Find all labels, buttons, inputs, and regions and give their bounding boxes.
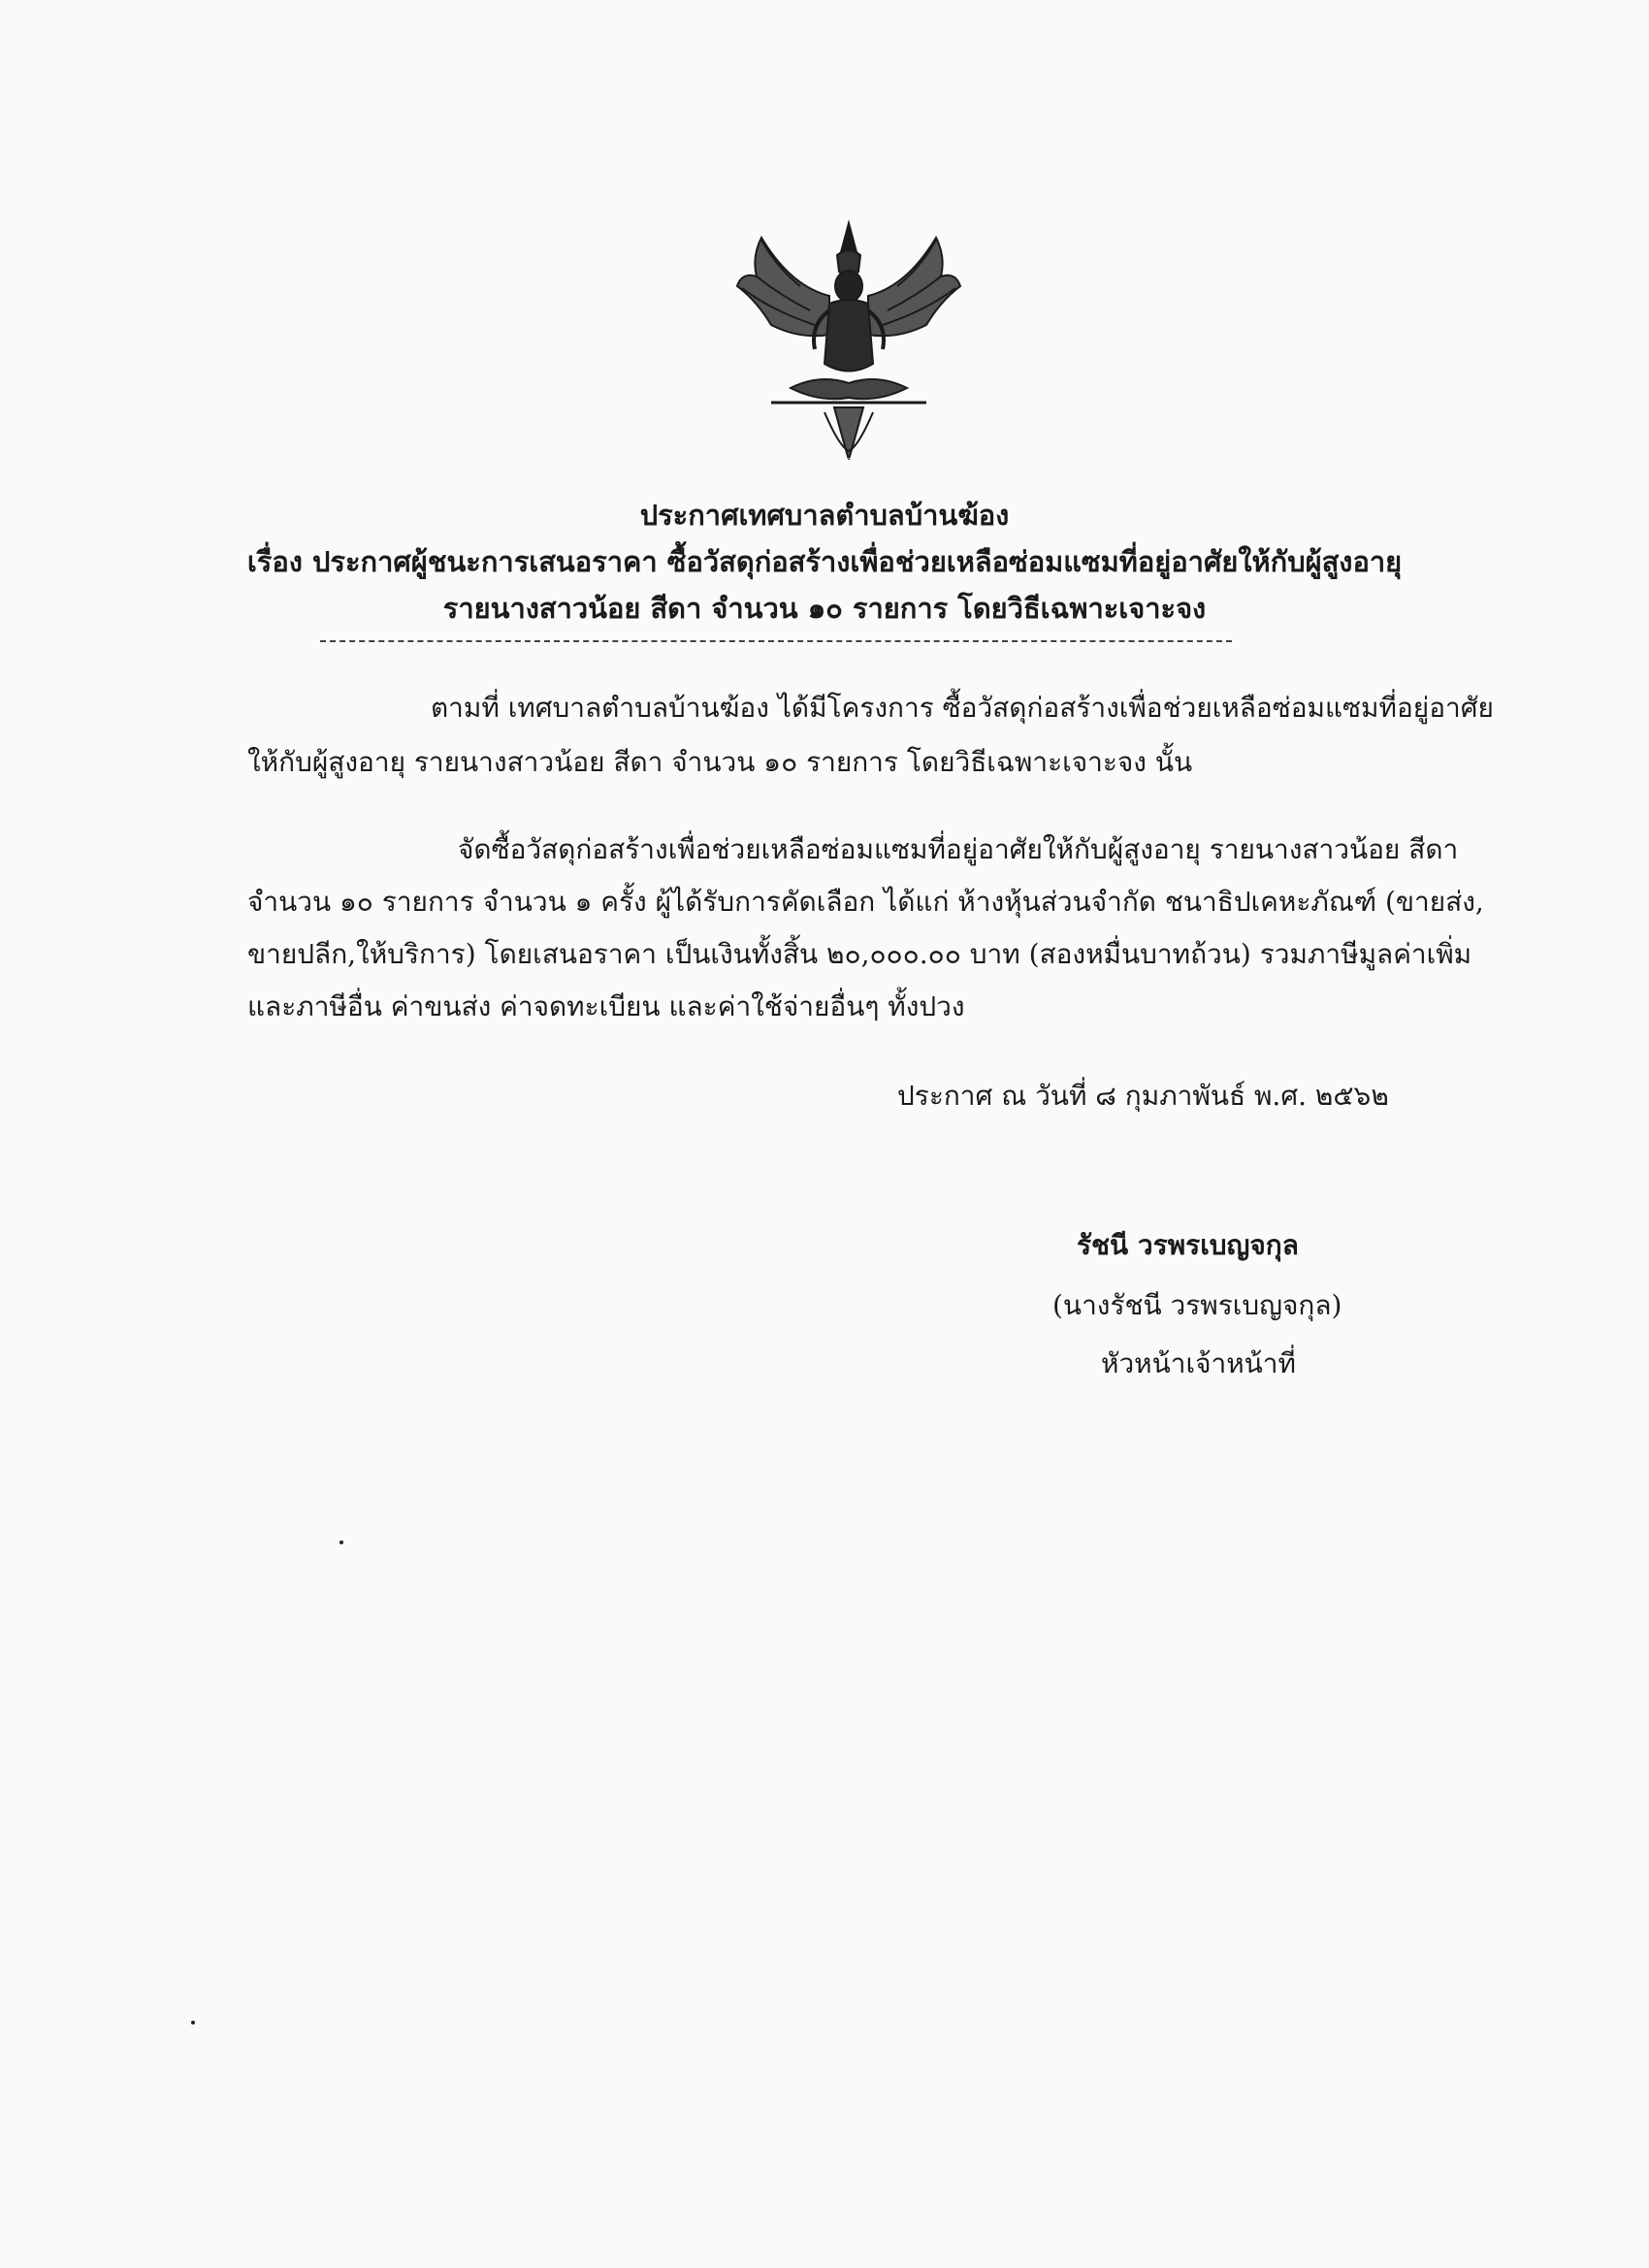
paragraph-1-line-2: ให้กับผู้สูงอายุ รายนางสาวน้อย สีดา จำนวน ๑๐ รายการ โดยวิธีเฉพาะเจาะจง นั้น <box>247 746 1193 778</box>
signatory-full-name: (นางรัชนี วรพรเบญจกุล) <box>1052 1289 1342 1321</box>
garuda-emblem-icon <box>732 218 965 461</box>
paragraph-2-line-3: ขายปลีก,ให้บริการ) โดยเสนอราคา เป็นเงินทั้งสิ้น ๒๐,๐๐๐.๐๐ บาท (สองหมื่นบาทถ้วน) รวมภาษีมูลค่าเพิ่ม <box>247 938 1472 970</box>
paragraph-1-line-1: ตามที่ เทศบาลตำบลบ้านฆ้อง ได้มีโครงการ ซื้อวัสดุก่อสร้างเพื่อช่วยเหลือซ่อมแซมที่อยู่อาศัย <box>431 692 1494 724</box>
signature-name: รัชนี วรพรเบญจกุล <box>1077 1229 1299 1261</box>
announcement-date: ประกาศ ณ วันที่ ๘ กุมภาพันธ์ พ.ศ. ๒๕๖๒ <box>897 1080 1389 1112</box>
paragraph-2-line-4: และภาษีอื่น ค่าขนส่ง ค่าจดทะเบียน และค่าใช้จ่ายอื่นๆ ทั้งปวง <box>247 990 965 1022</box>
signatory-position: หัวหน้าเจ้าหน้าที่ <box>1101 1347 1296 1379</box>
scan-speck <box>191 2021 195 2025</box>
paragraph-2-line-2: จำนวน ๑๐ รายการ จำนวน ๑ ครั้ง ผู้ได้รับการคัดเลือก ได้แก่ ห้างหุ้นส่วนจำกัด ชนาธิปเคหะภัณฑ์ (ขายส่ง, <box>247 886 1484 918</box>
announcement-subject-continued: รายนางสาวน้อย สีดา จำนวน ๑๐ รายการ โดยวิธีเฉพาะเจาะจง <box>442 592 1207 625</box>
paragraph-2-line-1: จัดซื้อวัสดุก่อสร้างเพื่อช่วยเหลือซ่อมแซมที่อยู่อาศัยให้กับผู้สูงอายุ รายนางสาวน้อย สีดา <box>458 833 1459 865</box>
announcement-subject: เรื่อง ประกาศผู้ชนะการเสนอราคา ซื้อวัสดุก่อสร้างเพื่อช่วยเหลือซ่อมแซมที่อยู่อาศัยให้กับผู้สูงอายุ <box>246 545 1403 578</box>
announcement-title: ประกาศเทศบาลตำบลบ้านฆ้อง <box>639 499 1010 532</box>
scan-speck <box>340 1540 343 1544</box>
divider-dashes <box>320 640 1232 642</box>
